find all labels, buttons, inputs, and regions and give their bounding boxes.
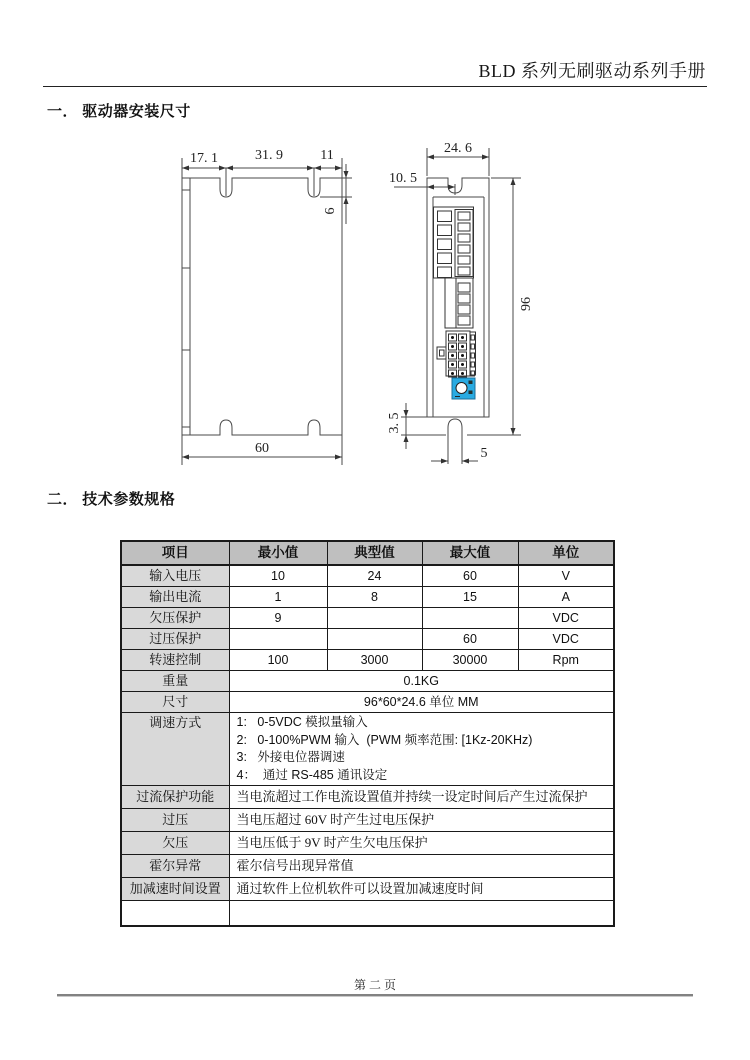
cell-value: 霍尔信号出现异常值 <box>229 855 614 878</box>
cell-value <box>229 901 614 927</box>
dim-label-60: 60 <box>255 441 269 456</box>
cell-max: 60 <box>422 565 518 587</box>
cell-min: 9 <box>229 608 327 629</box>
row-speed-modes <box>121 713 614 786</box>
dimension-drawing-svg <box>0 0 750 490</box>
row-empty <box>121 901 614 927</box>
cell-item: 过压 <box>121 809 229 832</box>
cell-value: 当电压超过 60V 时产生过电压保护 <box>229 809 614 832</box>
row-speed-control <box>121 650 614 671</box>
spec-table-header-row <box>121 541 614 565</box>
cell-item: 过压保护 <box>121 629 229 650</box>
footer-rule <box>57 994 693 997</box>
row-overvoltage-desc <box>121 809 614 832</box>
dim-label-24-6: 24. 6 <box>444 141 472 156</box>
row-undervoltage-desc <box>121 832 614 855</box>
dim-label-6: 6 <box>323 207 338 215</box>
cell-item: 输入电压 <box>121 565 229 587</box>
cell-max: 15 <box>422 587 518 608</box>
dim-label-10-5: 10. 5 <box>389 171 417 186</box>
col-header-item: 项目 <box>121 541 229 565</box>
cell-item: 欠压保护 <box>121 608 229 629</box>
section-2-heading: 二． 技术参数规格 <box>47 492 176 508</box>
speed-mode-line-3: 3: 外接电位器调速 <box>236 750 345 764</box>
cell-min <box>229 629 327 650</box>
cell-item: 尺寸 <box>121 692 229 713</box>
cell-max: 60 <box>422 629 518 650</box>
cell-item: 重量 <box>121 671 229 692</box>
dim-label-31-9: 31. 9 <box>255 148 283 163</box>
cell-unit: VDC <box>518 608 614 629</box>
side-view-drawing <box>387 141 534 464</box>
cell-unit: Rpm <box>518 650 614 671</box>
cell-max <box>422 608 518 629</box>
cell-typ <box>327 629 422 650</box>
spec-table <box>120 540 615 927</box>
potentiometer <box>452 378 475 399</box>
installation-dimension-drawings <box>0 0 750 490</box>
cell-min: 10 <box>229 565 327 587</box>
row-undervoltage-protect <box>121 608 614 629</box>
speed-mode-line-2: 2: 0-100%PWM 输入 (PWM 频率范围: [1Kz-20KHz) <box>236 732 533 747</box>
row-accel-time <box>121 878 614 901</box>
cell-item: 调速方式 <box>121 713 229 786</box>
terminal-block-small <box>445 278 473 328</box>
cell-item: 输出电流 <box>121 587 229 608</box>
cell-item: 霍尔异常 <box>121 855 229 878</box>
cell-min: 1 <box>229 587 327 608</box>
cell-item <box>121 901 229 927</box>
cell-unit: A <box>518 587 614 608</box>
row-input-voltage <box>121 565 614 587</box>
front-view-drawing <box>182 148 352 465</box>
dim-label-17-1: 17. 1 <box>190 151 218 166</box>
terminal-block-large <box>434 207 474 278</box>
dim-label-11: 11 <box>320 148 334 163</box>
col-header-unit: 单位 <box>518 541 614 565</box>
cell-item: 欠压 <box>121 832 229 855</box>
cell-typ: 3000 <box>327 650 422 671</box>
cell-min: 100 <box>229 650 327 671</box>
row-output-current <box>121 587 614 608</box>
dim-label-3-5: 3. 5 <box>387 412 402 434</box>
cell-unit: VDC <box>518 629 614 650</box>
dim-label-5: 5 <box>480 446 488 461</box>
row-overcurrent-protection <box>121 786 614 809</box>
cell-typ <box>327 608 422 629</box>
cell-value: 当电压低于 9V 时产生欠电压保护 <box>229 832 614 855</box>
pin-connector <box>437 331 476 377</box>
cell-speed-modes <box>229 713 614 786</box>
cell-item: 加减速时间设置 <box>121 878 229 901</box>
row-overvoltage-protect <box>121 629 614 650</box>
row-hall-error <box>121 855 614 878</box>
cell-typ: 8 <box>327 587 422 608</box>
cell-value: 96*60*24.6 单位 MM <box>229 692 614 713</box>
row-size <box>121 692 614 713</box>
doc-title: BLD 系列无刷驱动系列手册 <box>478 61 706 81</box>
footer-page-number: 第 二 页 <box>353 978 396 992</box>
speed-mode-line-1: 1: 0-5VDC 模拟量输入 <box>236 715 368 729</box>
dim-label-96: 96 <box>519 297 534 311</box>
section-1-heading: 一． 驱动器安装尺寸 <box>47 104 191 120</box>
row-weight <box>121 671 614 692</box>
cell-item: 过流保护功能 <box>121 786 229 809</box>
col-header-max: 最大值 <box>422 541 518 565</box>
cell-max: 30000 <box>422 650 518 671</box>
col-header-min: 最小值 <box>229 541 327 565</box>
cell-value: 通过软件上位机软件可以设置加减速度时间 <box>229 878 614 901</box>
cell-typ: 24 <box>327 565 422 587</box>
col-header-typ: 典型值 <box>327 541 422 565</box>
cell-value: 0.1KG <box>229 671 614 692</box>
speed-mode-line-4: 4： 通过 RS-485 通讯设定 <box>236 767 388 782</box>
cell-item: 转速控制 <box>121 650 229 671</box>
cell-value: 当电流超过工作电流设置值并持续一设定时间后产生过流保护 <box>229 786 614 809</box>
cell-unit: V <box>518 565 614 587</box>
